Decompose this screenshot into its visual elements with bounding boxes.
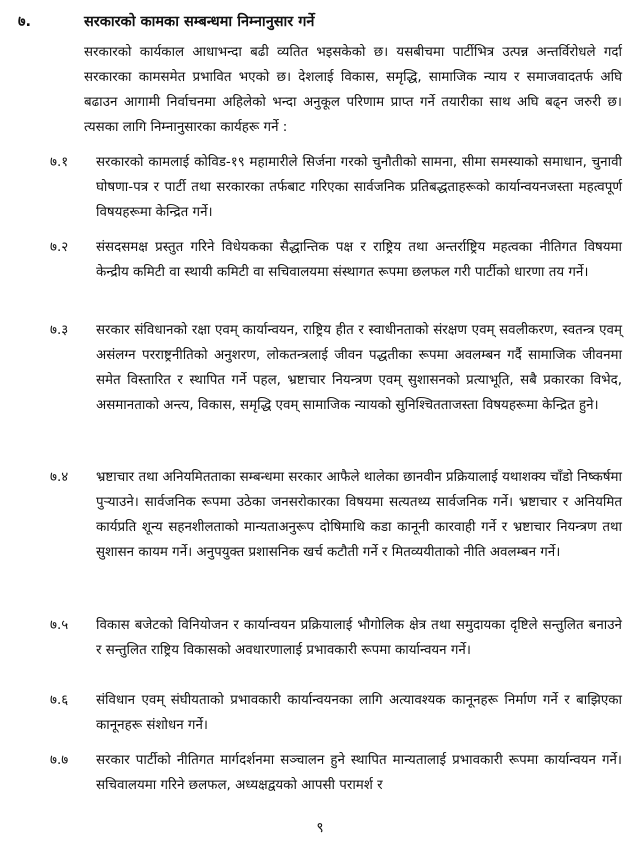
- list-item: [50, 613, 622, 663]
- item-number: ७.६: [50, 693, 69, 708]
- list-item: [50, 748, 622, 798]
- item-number: ७.७: [50, 753, 69, 768]
- list-item: [50, 465, 622, 565]
- intro-paragraph: सरकारको कार्यकाल आधाभन्दा बढी व्यतित भइसकेको छ। यसबीचमा पार्टीभित्र उत्पन्न अन्तर्विरोधले गर्दा सरकारका कामसमेत प्रभावित भएको छ। देशलाई विकास, समृद्धि, सामाजिक न्याय र समाजवादतर्फ अघि बढाउन आगामी निर्वाचनमा अहिलेको भन्दा अनुकूल परिणाम प्राप्त गर्ने तयारीका साथ अघि बढ्न जरुरी छ। त्यसका लागि निम्नानुसारका कार्यहरू गर्ने :: [84, 45, 622, 135]
- item-number: ७.३: [50, 323, 69, 338]
- list-item: [50, 235, 622, 285]
- item-text: सरकार पार्टीको नीतिगत मार्गदर्शनमा सञ्चालन हुने स्थापित मान्यतालाई प्रभावकारी रूपमा कार्यान्वयन गर्ने। सचिवालयमा गरिने छलफल, अध्यक्षद्वयको आपसी परामर्श र: [96, 753, 622, 793]
- section-title: सरकारको कामका सम्बन्धमा निम्नानुसार गर्ने: [84, 14, 315, 30]
- list-item: [50, 150, 622, 225]
- page-number: ९: [316, 820, 324, 836]
- item-number: ७.४: [50, 470, 69, 485]
- item-text: विकास बजेटको विनियोजन र कार्यान्वयन प्रक्रियालाई भौगोलिक क्षेत्र तथा समुदायका दृष्टिले सन्तुलित बनाउने र सन्तुलित राष्ट्रिय विकासको अवधारणालाई प्रभावकारी रूपमा कार्यान्वयन गर्ने।: [96, 618, 622, 658]
- item-text: भ्रष्टाचार तथा अनियमितताका सम्बन्धमा सरकार आफैले थालेका छानवीन प्रक्रियालाई यथाशक्य चाँडो निष्कर्षमा पुऱ्याउने। सार्वजनिक रूपमा उठेका जनसरोकारका विषयमा सत्यतथ्य सार्वजनिक गर्ने। भ्रष्टाचार र अनियमित कार्यप्रति शून्य सहनशीलताको मान्यताअनुरूप दोषिमाथि कडा कानूनी कारवाही गर्ने र भ्रष्टाचार नियन्त्रण तथा सुशासन कायम गर्ने। अनुपयुक्त प्रशासनिक खर्च कटौती गर्ने र मितव्ययीताको नीति अवलम्बन गर्ने।: [96, 470, 622, 560]
- item-number: ७.५: [50, 618, 69, 633]
- section-number: ७.: [18, 14, 32, 30]
- list-item: [50, 318, 622, 418]
- item-text: सरकारको कामलाई कोविड-१९ महामारीले सिर्जना गरको चुनौतीको सामना, सीमा समस्याको समाधान, चुनावी घोषणा-पत्र र पार्टी तथा सरकारका तर्फबाट गरिएका सार्वजनिक प्रतिबद्धताहरूको कार्यान्वयनजस्ता महत्वपूर्ण विषयहरूमा केन्द्रित गर्ने।: [96, 155, 622, 220]
- section-heading: [18, 10, 618, 34]
- item-number: ७.२: [50, 240, 69, 255]
- item-text: संविधान एवम् संघीयताको प्रभावकारी कार्यान्वयनका लागि अत्यावश्यक कानूनहरू निर्माण गर्ने र बाझिएका कानूनहरू संशोधन गर्ने।: [96, 693, 622, 733]
- item-number: ७.१: [50, 155, 69, 170]
- item-text: संसदसमक्ष प्रस्तुत गरिने विधेयकका सैद्धान्तिक पक्ष र राष्ट्रिय तथा अन्तर्राष्ट्रिय महत्वका नीतिगत विषयमा केन्द्रीय कमिटी वा स्थायी कमिटी वा सचिवालयमा संस्थागत रूपमा छलफल गरी पार्टीको धारणा तय गर्ने।: [96, 240, 622, 280]
- list-item: [50, 688, 622, 738]
- item-text: सरकार संविधानको रक्षा एवम् कार्यान्वयन, राष्ट्रिय हीत र स्वाधीनताको संरक्षण एवम् सवलीकरण, स्वतन्त्र एवम् असंलग्न परराष्ट्रनीतिको अनुशरण, लोकतन्त्रलाई जीवन पद्धतीका रूपमा अवलम्बन गर्दै सामाजिक जीवनमा समेत विस्तारित र स्थापित गर्ने पहल, भ्रष्टाचार नियन्त्रण एवम् सुशासनको प्रत्याभूति, सबै प्रकारका विभेद, असमानताको अन्त्य, विकास, समृद्धि एवम् सामाजिक न्यायको सुनिश्चितताजस्ता विषयहरूमा केन्द्रित हुने।: [96, 323, 622, 413]
